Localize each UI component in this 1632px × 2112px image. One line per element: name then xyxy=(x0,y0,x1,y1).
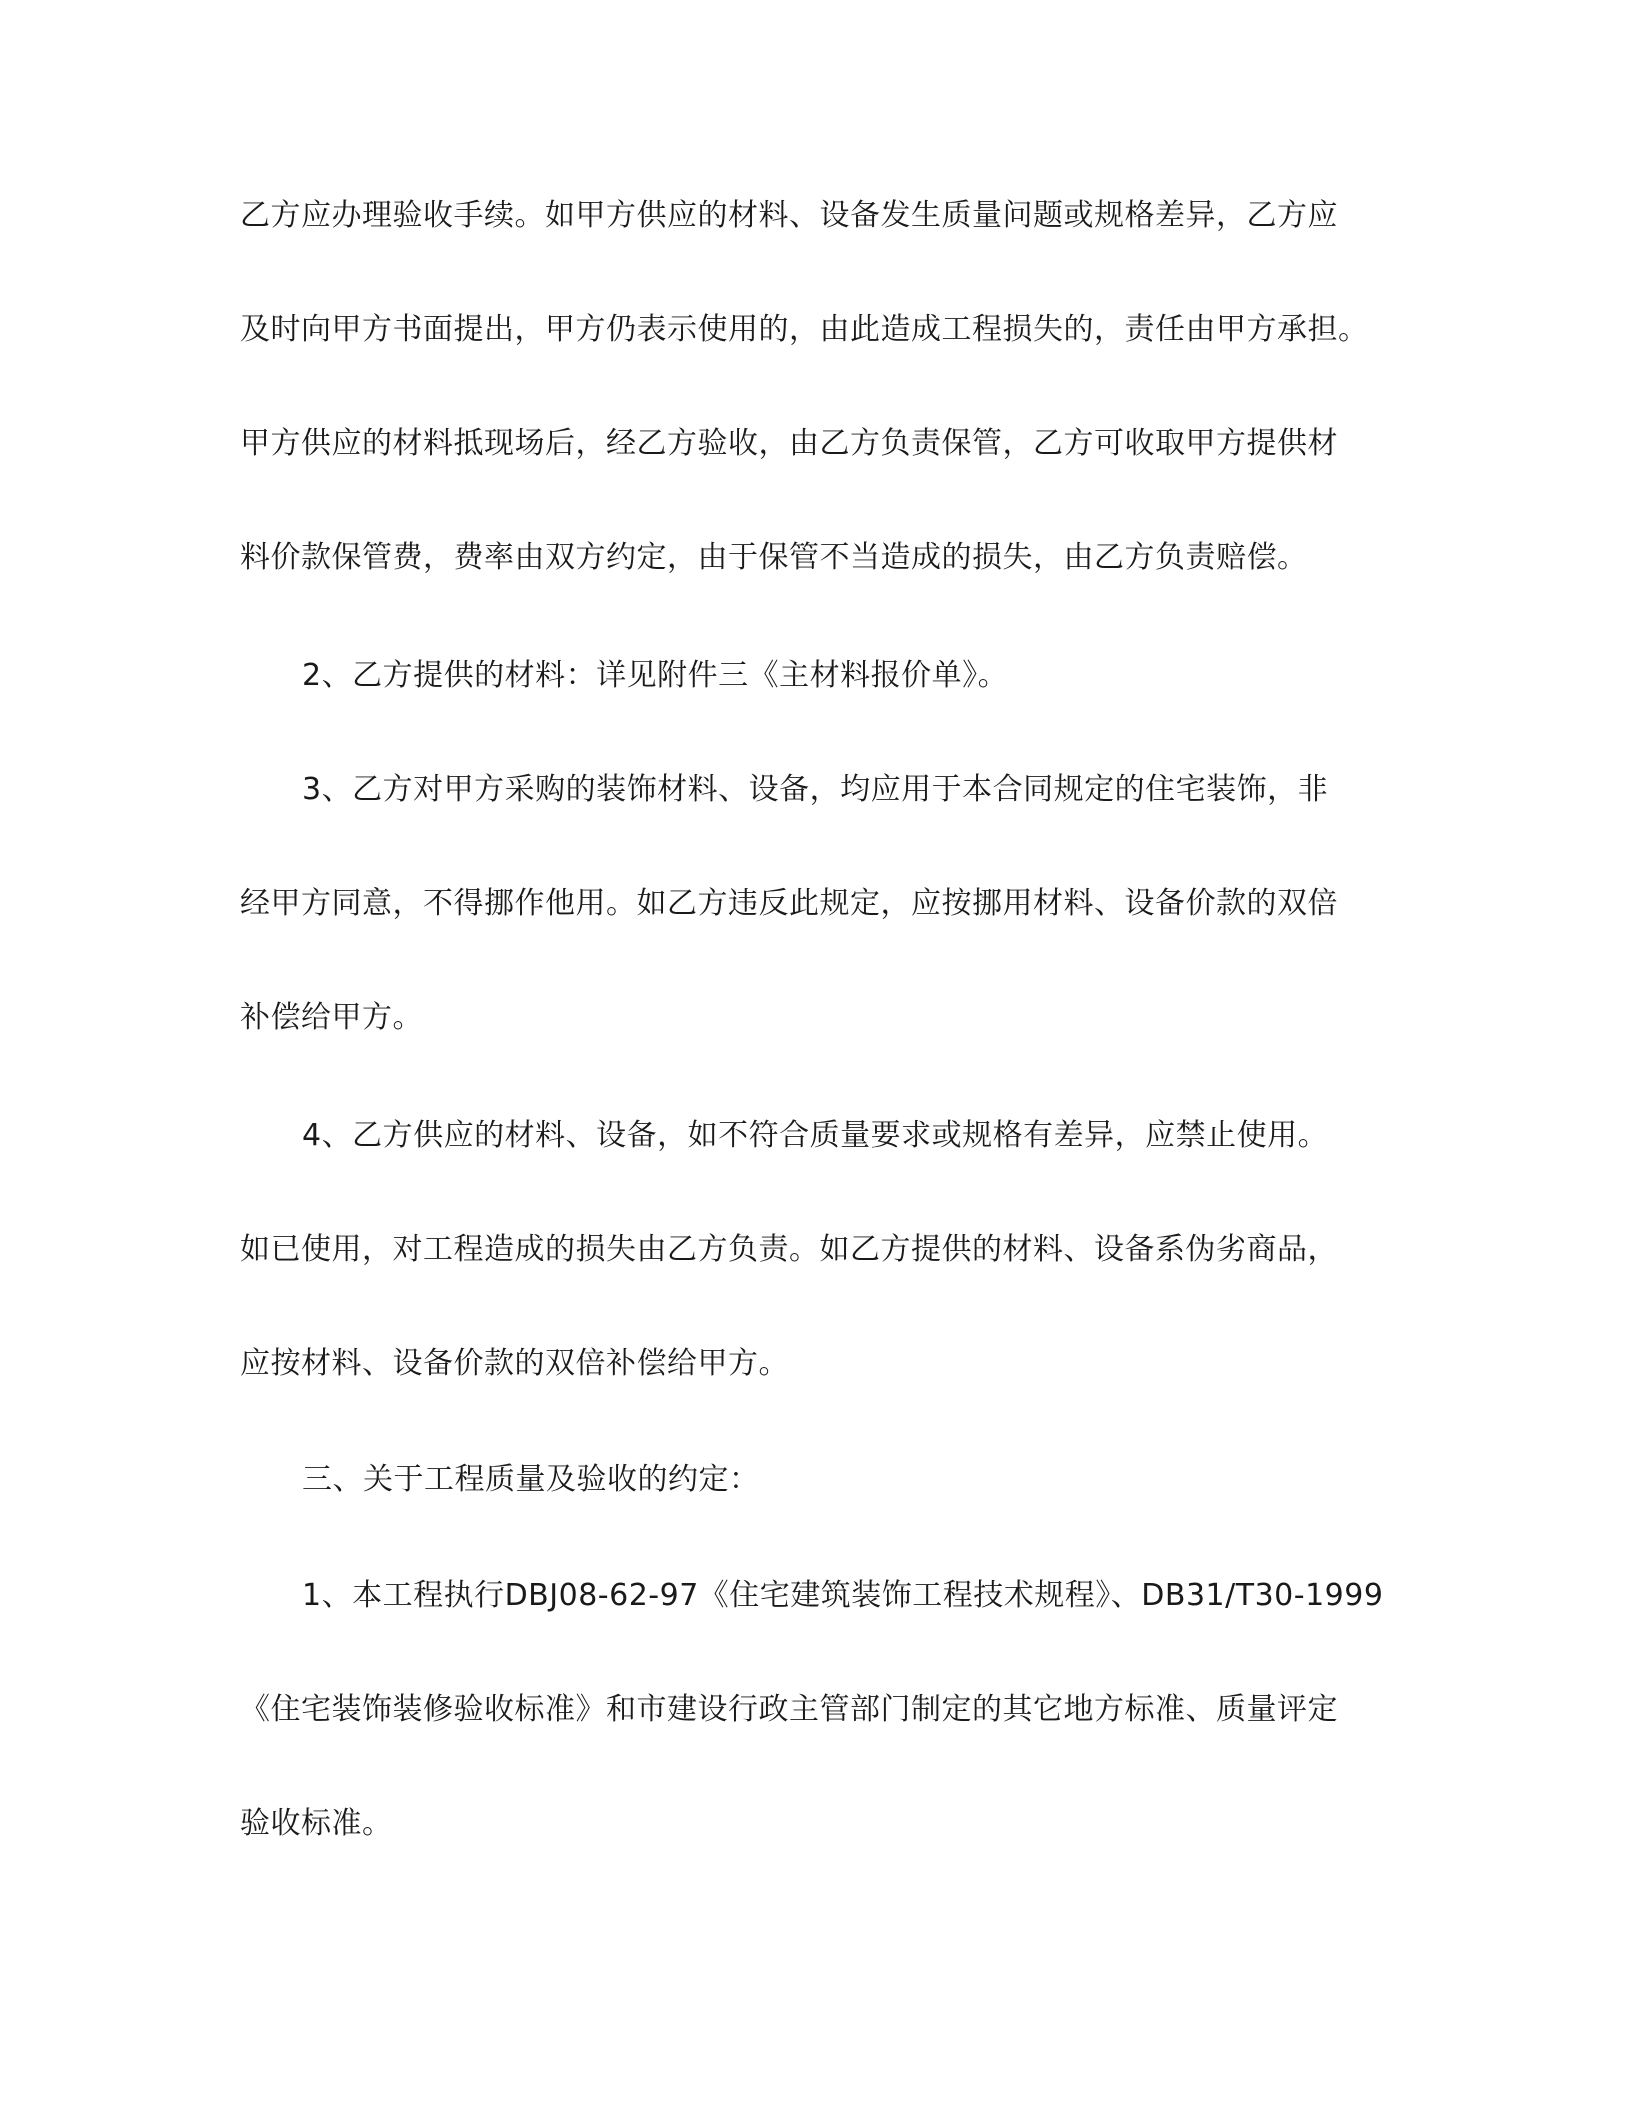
paragraph-line: 4、乙方供应的材料、设备，如不符合质量要求或规格有差异，应禁止使用。 xyxy=(302,1118,1329,1153)
paragraph-line: 验收标准。 xyxy=(240,1806,393,1841)
paragraph-line: 乙方应办理验收手续。如甲方供应的材料、设备发生质量问题或规格差异，乙方应 xyxy=(240,198,1338,233)
paragraph-line: 3、乙方对甲方采购的装饰材料、设备，均应用于本合同规定的住宅装饰，非 xyxy=(302,772,1329,807)
paragraph-line: 经甲方同意，不得挪作他用。如乙方违反此规定，应按挪用材料、设备价款的双倍 xyxy=(240,886,1338,921)
paragraph-line: 1、本工程执行DBJ08-62-97《住宅建筑装饰工程技术规程》、DB31/T30-1999 xyxy=(302,1578,1384,1613)
paragraph-line: 补偿给甲方。 xyxy=(240,1000,423,1035)
paragraph-line: 如已使用，对工程造成的损失由乙方负责。如乙方提供的材料、设备系伪劣商品， xyxy=(240,1232,1338,1267)
paragraph-line: 《住宅装饰装修验收标准》和市建设行政主管部门制定的其它地方标准、质量评定 xyxy=(240,1692,1338,1727)
paragraph-line: 2、乙方提供的材料：详见附件三《主材料报价单》。 xyxy=(302,658,1009,693)
paragraph-line: 及时向甲方书面提出，甲方仍表示使用的，由此造成工程损失的，责任由甲方承担。 xyxy=(240,312,1369,347)
section-heading: 三、关于工程质量及验收的约定： xyxy=(302,1462,760,1497)
paragraph-line: 甲方供应的材料抵现场后，经乙方验收，由乙方负责保管，乙方可收取甲方提供材 xyxy=(240,426,1338,461)
paragraph-line: 应按材料、设备价款的双倍补偿给甲方。 xyxy=(240,1346,789,1381)
paragraph-line: 料价款保管费，费率由双方约定，由于保管不当造成的损失，由乙方负责赔偿。 xyxy=(240,540,1308,575)
